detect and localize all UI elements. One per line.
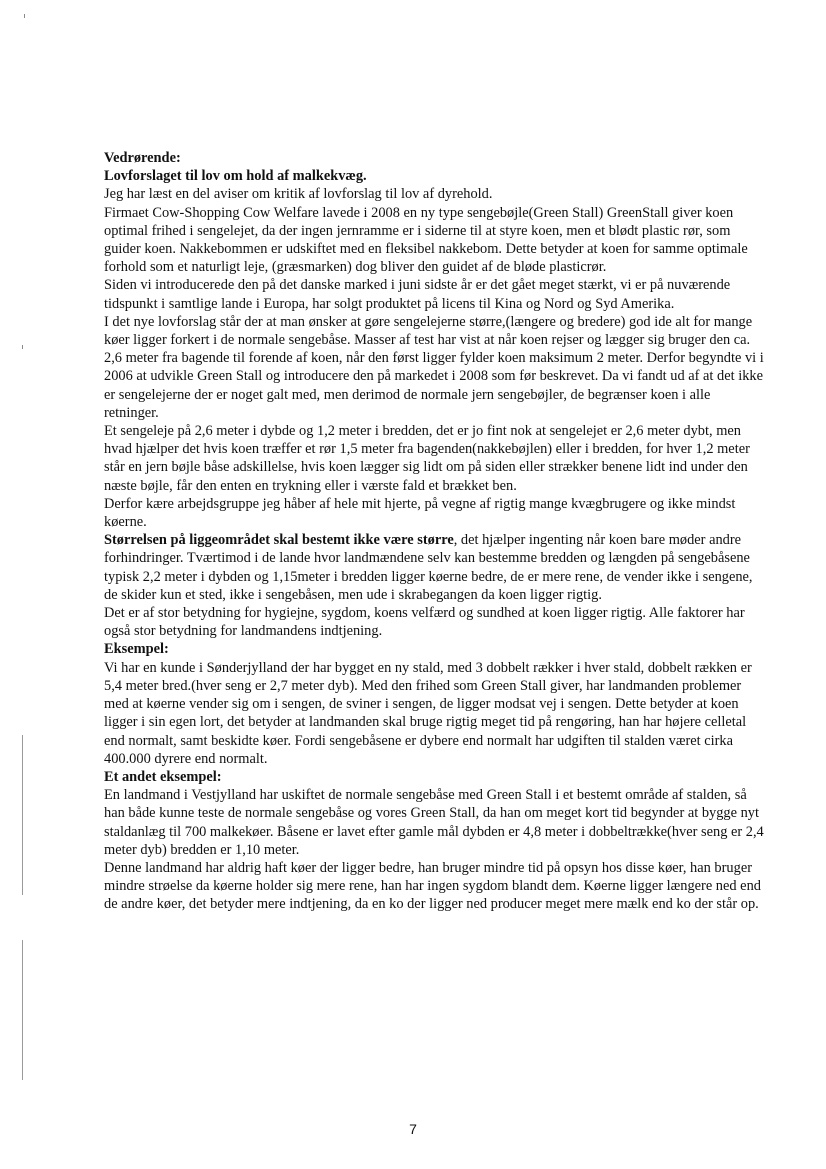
scan-edge-line <box>22 940 23 1080</box>
letter-body <box>104 149 764 914</box>
scan-edge-line <box>22 735 23 895</box>
paragraph-example-2: En landmand i Vestjylland har uskiftet de normale sengebåse med Green Stall i et bestemt område af stalden, så han både kunne teste de normale sengebåse og vores Green Stall, da han om meget kort tid begynder at bygge nyt staldanlæg til 700 malkekøer. Båsene er lavet efter gamle mål dybden er 4,8 meter i dobbeltrække(hver seng er 2,4 meter dyb) bredden er 1,10 meter. <box>104 787 764 858</box>
paragraph-hygiene: Det er af stor betydning for hygiejne, sygdom, koens velfærd og sundhed at koen ligger rigtig. Alle faktorer har også stor betydning for landmandens indtjening. <box>104 605 745 640</box>
size-statement-bold: Størrelsen på liggeområdet skal bestemt ikke være større <box>104 532 454 549</box>
scan-speck <box>22 345 23 349</box>
page-number: 7 <box>409 1121 417 1137</box>
paragraph-appeal: Derfor kære arbejdsgruppe jeg håber af hele mit hjerte, på vegne af rigtig mange kvægbrugere og ikke mindst køerne. <box>104 495 736 531</box>
heading-example-2: Et andet eksempel: <box>104 768 222 785</box>
heading-reference: Vedrørende: <box>104 150 181 166</box>
paragraph-dimensions: Et sengeleje på 2,6 meter i dybde og 1,2 meter i bredden, det er jo fint nok at sengelejet er 2,6 meter dybt, men hvad hjælper det hvis koen træffer et rør 1,5 meter fra bagenden(nakkebøjlen) eller i bredden, for hver 1,2 meter står en jern bøjle båse adskillelse, hvis koen lægger sig lidt om på siden eller strækker benene lidt ind under den næste bøjle, får den enten en trykning eller i værste fald et brækket ben. <box>104 423 750 494</box>
paragraph-intro: Jeg har læst en del aviser om kritik af lovforslag til lov af dyrehold. <box>104 186 493 203</box>
scan-speck <box>24 14 25 18</box>
size-statement-rest: , det hjælper ingenting når koen bare møder andre forhindringer. Tværtimod i de lande hvor landmændene selv kan bestemme bredden og længden på sengebåsene typisk 2,2 meter i dybden og 1,15meter i bredden ligger køerne bedre, de er mere rene, de vender ikke i sengene, de skider kun et sted, ikke i sengebåsen, men ude i skrabegangen da koen ligger rigtig. <box>104 532 753 603</box>
paragraph-green-stall: Firmaet Cow-Shopping Cow Welfare lavede i 2008 en ny type sengebøjle(Green Stall) GreenStall giver koen optimal frihed i sengelejet, da der ingen jernramme er i siderne til at styre koen, men et blødt plastic rør, som guider koen. Nakkebommen er udskiftet med en fleksibel nakkebom. Dette betyder at koen for samme optimale forhold som et naturligt leje, (græsmarken) dog bliver den guidet af de bløde plasticrør. <box>104 204 748 276</box>
paragraph-example-1: Vi har en kunde i Sønderjylland der har bygget en ny stald, med 3 dobbelt rækker i hver stald, dobbelt rækken er 5,4 meter bred.(hver seng er 2,7 meter dyb). Med den frihed som Green Stall giver, har landmanden problemer med at køerne vender sig om i sengen, de sviner i sengen, de ligger modsat vej i sengen. Dette betyder at koen ligger i sin egen lort, det betyder at landmanden skal bruge rigtig meget tid på rengøring, han har højere celletal end normalt, samt beskidte køer. Fordi sengebåsene er dybere end normalt har udgiften til stalden været cirka 400.000 dyrere end normalt. <box>104 659 752 767</box>
heading-subject: Lovforslaget til lov om hold af malkekvæg. <box>104 168 367 185</box>
paragraph-size-argument <box>104 531 764 604</box>
paragraph-conclusion: Denne landmand har aldrig haft køer der ligger bedre, han bruger mindre tid på opsyn hos disse køer, han bruger mindre strøelse da køerne holder sig mere rene, han har ingen sygdom blandt dem. Køerne ligger længere ned end de andre køer, det betyder mere indtjening, da en ko der ligger ned producer meget mere mælk end ko der står op. <box>104 859 761 913</box>
heading-example-1: Eksempel: <box>104 641 169 658</box>
paragraph-law-proposal: I det nye lovforslag står der at man ønsker at gøre sengelejerne større,(længere og bredere) god ide alt for mange køer ligger forkert i de normale sengebåse. Masser af test har vist at når koen rejser og lægger sig bruger den ca. 2,6 meter fra bagende til forende af koen, når den først ligger fylder koen maksimum 2 meter. Derfor begyndte vi i 2006 at udvikle Green Stall og introducere den på markedet i 2008 som før beskrevet. Da vi fandt ud af at det ikke er sengelejerne der er noget galt med, men derimod de normale jern sengebøjler, de begrænser koen i alle retninger. <box>104 313 764 421</box>
paragraph-market: Siden vi introducerede den på det danske marked i juni sidste år er det gået meget stærkt, vi er på nuværende tidspunkt i samtlige lande i Europa, har solgt produktet på licens til Kina og Nord og Syd Amerika. <box>104 277 731 312</box>
